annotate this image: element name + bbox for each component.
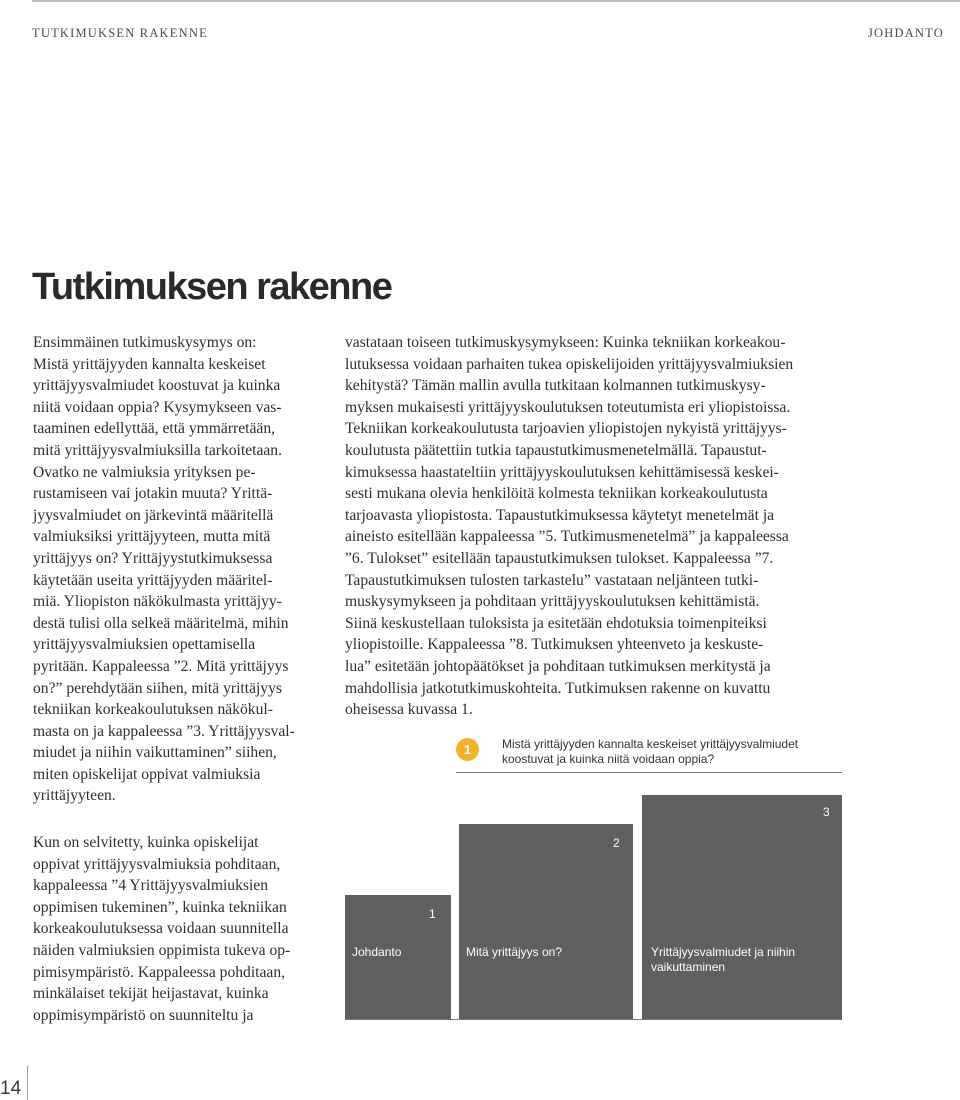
figure-caption-rule — [456, 772, 842, 773]
running-header-left: TUTKIMUKSEN RAKENNE — [32, 26, 208, 40]
bar-number-1: 1 — [429, 907, 436, 921]
body-text-left-2: Kun on selvitetty, kuinka opiskelijat oppivat yrittäjyysvalmiuksia pohditaan, kappaleessa ”4 Yrittäjyysvalmiuksien oppimisen tukeminen”, kuinka tekniikan korkeakoulutuksessa voidaan suunnitella näiden valmiuksien oppimista tukeva op- pimisympäristö. Kappaleessa pohditaan, minkälaiset tekijät heijastavat, kuinka oppimisympäristö on suunniteltu ja — [33, 834, 291, 1024]
bar-number-3: 3 — [823, 805, 830, 819]
figure-badge: 1 — [456, 738, 479, 761]
body-text-left-1: Ensimmäinen tutkimuskysymys on: Mistä yrittäjyyden kannalta keskeiset yrittäjyysvalmiudet koostuvat ja kuinka niitä voidaan oppia? Kysymykseen vas- taaminen edellyttää, että ymmärretään, mitä yrittäjyysvalmiuksilla tarkoitetaan. Ovatko ne valmiuksia yrityksen pe- rustamiseen vai jotakin muuta? Yrittä- jyysvalmiudet on järkevintä määritellä valmiuksiksi yrittäjyyteen, mutta mitä yrittäjyys on? Yrittäjyystutkimuksessa käytetään useita yrittäjyyden määritel- miä. Yliopiston näkökulmasta yrittäjyy- destä tulisi olla selkeä määritelmä, mihin yrittäjyysvalmiuksien opettamisella pyritään. Kappaleessa ”2. Mitä yrittäjyys on?” perehdytään siihen, mitä yrittäjyys tekniikan korkeakoulutuksen näkökul- masta on ja kappaleessa ”3. Yrittäjyysval- miudet ja niihin vaikuttaminen” siihen, miten opiskelijat oppivat valmiuksia yrittäjyyteen. — [33, 334, 295, 805]
page-title: Tutkimuksen rakenne — [32, 266, 392, 308]
bar-label-johdanto: Johdanto — [352, 945, 402, 959]
bar-label-mita-yrittajyys-on: Mitä yrittäjyys on? — [466, 945, 563, 959]
bar-number-2: 2 — [613, 836, 620, 850]
bar-label-yrittajyysvalmiudet: Yrittäjyysvalmiudet ja niihin vaikuttaminen — [651, 945, 796, 974]
page-number: 14 — [0, 1078, 22, 1099]
running-header-right: JOHDANTO — [867, 26, 944, 40]
figure-baseline — [345, 1019, 842, 1020]
bar-chapter-2 — [459, 824, 633, 1019]
body-text-right: vastataan toiseen tutkimuskysymykseen: Kuinka tekniikan korkeakou- lutuksessa voidaan parhaiten tukea opiskelijoiden yrittäjyysvalmiuksien kehitystä? Tämän mallin avulla tutkitaan kolmannen tutkimuskysy- myksen mukaisesti yrittäjyyskoulutuksen toteutumista eri yliopistoissa. Tekniikan korkeakoulutusta tarjoavien yliopistojen nykyistä yrittäjyys- koulutusta päätettiin tutkia tapaustutkimusmenetelmällä. Tapaustut- kimuksessa haastateltiin yrittäjyyskoulutuksen kehittämisessä keskei- sesti mukana olevia henkilöitä kolmesta tekniikan korkeakoulutusta tarjoavasta yliopistosta. Tapaustutkimuksessa käytetyt menetelmät ja aineisto esitellään kappaleessa ”5. Tutkimusmenetelmä” ja kappaleessa ”6. Tulokset” esitellään tapaustutkimuksen tulokset. Kappaleessa ”7. Tapaustutkimuksen tulosten tarkastelu” vastataan neljänteen tutki- muskysymykseen ja pohditaan yrittäjyyskoulutuksen kehittämistä. Siinä keskustellaan tuloksista ja esitetään ehdotuksia toimenpiteiksi yliopistoille. Kappaleessa ”8. Tutkimuksen yhteenveto ja keskuste- lua” esitetään johtopäätökset ja pohditaan tutkimuksen merkitystä ja mahdollisia jatkotutkimuskohteita. Tutkimuksen rakenne on kuvattu oheisessa kuvassa 1. — [345, 334, 794, 719]
top-rule — [32, 0, 960, 2]
bar-chapter-3 — [642, 795, 842, 1019]
figure-caption: Mistä yrittäjyyden kannalta keskeiset yrittäjyysvalmiudet koostuvat ja kuinka niitä voidaan oppia? — [502, 737, 799, 766]
